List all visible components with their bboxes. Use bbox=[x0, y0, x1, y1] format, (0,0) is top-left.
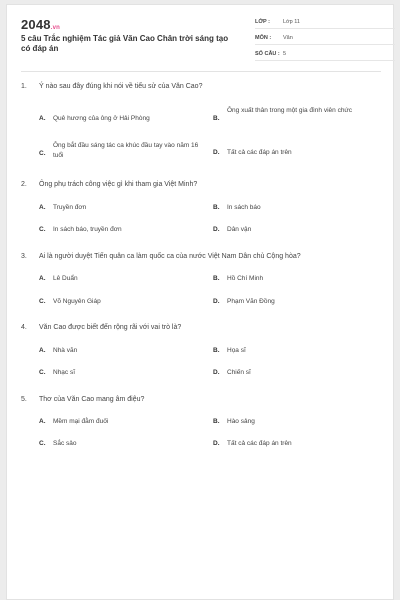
question-text: Ông phụ trách công việc gì khi tham gia Việt Minh? bbox=[39, 181, 198, 188]
question-text: Ai là người duyệt Tiến quân ca làm quốc ca của nước Việt Nam Dân chủ Cộng hòa? bbox=[39, 253, 301, 260]
option-letter: A. bbox=[39, 115, 46, 122]
question-number: 1. bbox=[21, 83, 27, 90]
question-stem bbox=[21, 395, 381, 405]
meta-label: MÔN : bbox=[255, 35, 272, 41]
logo-suffix: .vn bbox=[50, 25, 61, 31]
option-letter: B. bbox=[213, 347, 220, 354]
question-2 bbox=[21, 180, 381, 190]
question-text: Thơ của Văn Cao mang âm điệu? bbox=[39, 396, 145, 403]
option-text: Họa sĩ bbox=[227, 347, 246, 354]
question-number: 2. bbox=[21, 181, 27, 188]
header-divider bbox=[21, 71, 381, 72]
question-stem bbox=[21, 180, 381, 190]
question-number: 4. bbox=[21, 324, 27, 331]
question-3 bbox=[21, 252, 381, 262]
option-letter: D. bbox=[213, 226, 220, 233]
option-text: Dân vận bbox=[227, 226, 252, 233]
option-letter: B. bbox=[213, 275, 220, 282]
option-letter: A. bbox=[39, 275, 46, 282]
option-text: In sách báo bbox=[227, 204, 261, 211]
question-4 bbox=[21, 323, 381, 333]
logo-text: 2048 bbox=[21, 17, 51, 32]
option-text: Hào sảng bbox=[227, 418, 255, 425]
option-letter: A. bbox=[39, 204, 46, 211]
option-text: Tất cả các đáp án trên bbox=[227, 149, 292, 156]
option-text: Võ Nguyên Giáp bbox=[53, 298, 101, 305]
option-letter: C. bbox=[39, 298, 46, 305]
meta-row-class bbox=[255, 17, 395, 29]
option-text: Quê hương của ông ở Hải Phòng bbox=[53, 115, 150, 122]
meta-value: Lớp 11 bbox=[283, 19, 300, 25]
option-letter: D. bbox=[213, 298, 220, 305]
option-letter: A. bbox=[39, 347, 46, 354]
option-letter: B. bbox=[213, 115, 220, 122]
page-title: 5 câu Trắc nghiệm Tác giả Văn Cao Chân trời sáng tạo có đáp án bbox=[21, 34, 229, 53]
meta-row-subject bbox=[255, 33, 395, 45]
meta-label: LỚP : bbox=[255, 19, 270, 25]
question-5 bbox=[21, 395, 381, 405]
option-text: Chiến sĩ bbox=[227, 369, 251, 376]
worksheet-page bbox=[6, 4, 394, 600]
question-1 bbox=[21, 82, 381, 92]
question-text: Ý nào sau đây đúng khi nói về tiểu sử của Văn Cao? bbox=[39, 83, 203, 90]
option-text: Ông xuất thân trong một gia đình viên chức bbox=[227, 107, 353, 114]
option-text: Hồ Chí Minh bbox=[227, 275, 264, 282]
option-letter: C. bbox=[39, 150, 46, 157]
option-text: Nhà văn bbox=[53, 347, 78, 354]
option-letter: C. bbox=[39, 226, 46, 233]
option-letter: D. bbox=[213, 369, 220, 376]
option-text: Mềm mại đằm đuối bbox=[53, 418, 109, 425]
option-letter: D. bbox=[213, 149, 220, 156]
question-text: Văn Cao được biết đến rộng rãi với vai trò là? bbox=[39, 324, 182, 331]
meta-value: 5 bbox=[283, 51, 287, 57]
option-letter: B. bbox=[213, 418, 220, 425]
question-stem bbox=[21, 323, 381, 333]
option-text: Truyền đơn bbox=[53, 204, 87, 211]
worksheet-header bbox=[21, 17, 381, 65]
option-letter: B. bbox=[213, 204, 220, 211]
meta-label: SỐ CÂU : bbox=[255, 51, 280, 57]
option-letter: A. bbox=[39, 418, 46, 425]
option-letter: C. bbox=[39, 369, 46, 376]
question-number: 3. bbox=[21, 253, 27, 260]
meta-row-count bbox=[255, 49, 395, 61]
meta-panel bbox=[255, 17, 395, 65]
option-text: Phạm Văn Đồng bbox=[227, 298, 275, 305]
option-text: Lê Duẩn bbox=[53, 275, 78, 282]
option-letter: D. bbox=[213, 440, 220, 447]
option-text: In sách báo, truyền đơn bbox=[53, 226, 122, 233]
question-stem bbox=[21, 82, 381, 92]
option-text: Ông bắt đầu sáng tác ca khúc đầu tay vào năm 16 tuổi bbox=[53, 142, 199, 159]
option-text: Nhạc sĩ bbox=[53, 369, 76, 376]
option-letter: C. bbox=[39, 440, 46, 447]
site-logo[interactable] bbox=[21, 17, 60, 32]
option-text: Tất cả các đáp án trên bbox=[227, 440, 292, 447]
question-stem bbox=[21, 252, 381, 262]
question-number: 5. bbox=[21, 396, 27, 403]
option-text: Sắc sảo bbox=[53, 440, 77, 447]
meta-value: Văn bbox=[283, 35, 293, 41]
